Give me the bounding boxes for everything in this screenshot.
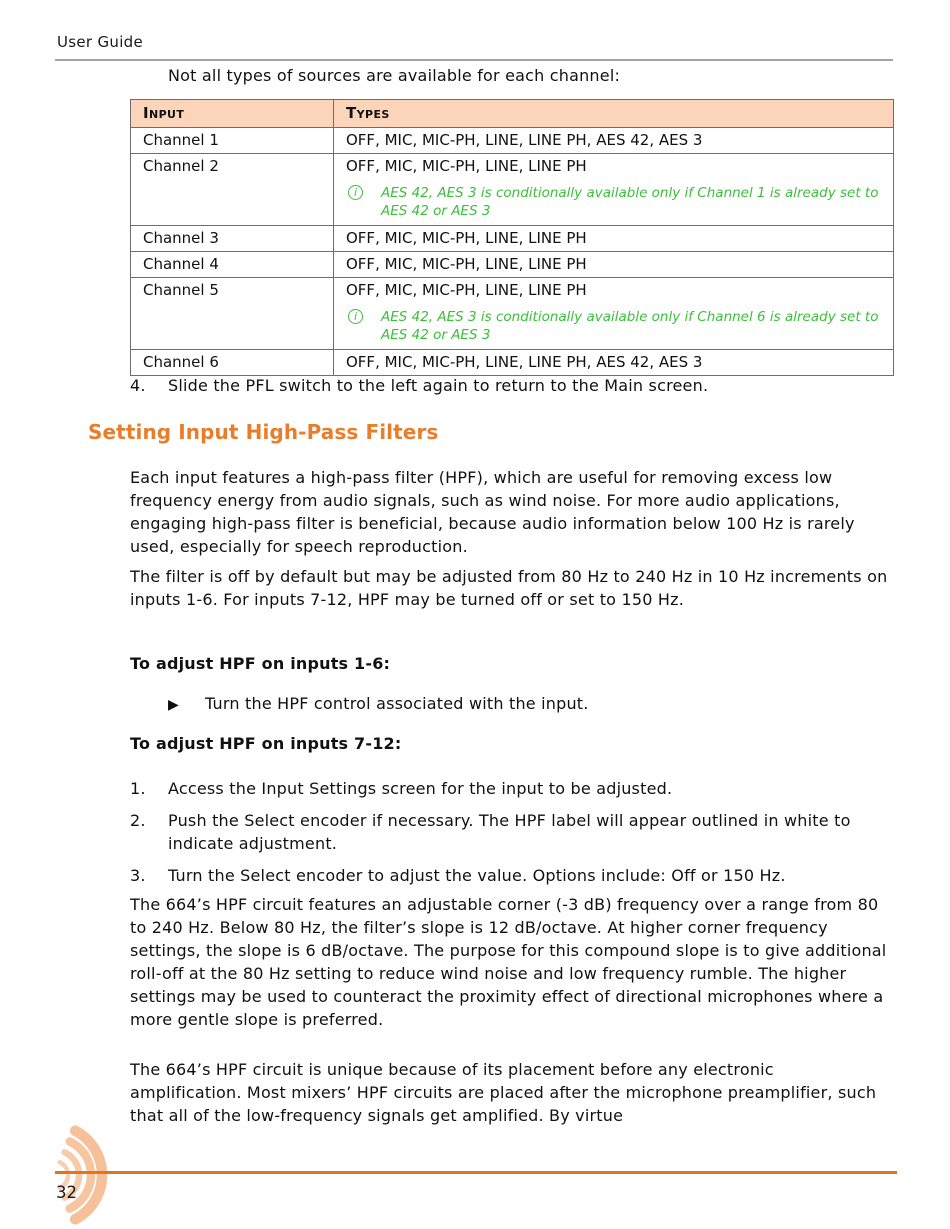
step-text: Access the Input Settings screen for the input to be adjusted. [168,779,673,798]
cell-input: Channel 1 [131,128,334,154]
body-paragraph: The 664’s HPF circuit features an adjustable corner (-3 dB) frequency over a range from 80 to 240 Hz. Below 80 Hz, the filter’s slope is 12 dB/octave. At higher corner frequency settings, the slope is 6 dB/octave. The purpose for this compound slope is to give additional roll-off at the 80 Hz setting to reduce wind noise and low frequency rumble. The higher settings may be used to counteract the proximity effect of directional microphones where a more gentle slope is preferred. [130,895,887,1029]
column-header-input: Input [131,100,334,128]
step-number: 4. [130,376,146,395]
section-heading: Setting Input High-Pass Filters [88,420,439,444]
bullet-text: Turn the HPF control associated with the input. [205,694,589,713]
body-paragraph: Each input features a high-pass filter (HPF), which are useful for removing excess low frequency energy from audio signals, such as wind noise. For more audio applications, engaging high-pass filter is beneficial, because audio information below 100 Hz is rarely used, especially for speech reproduction. [130,468,855,556]
step-text: Turn the Select encoder to adjust the value. Options include: Off or 150 Hz. [168,866,786,885]
cell-types: OFF, MIC, MIC-PH, LINE, LINE PH, AES 42, AES 3 [334,350,894,376]
table-row [131,226,894,252]
cell-types-text: OFF, MIC, MIC-PH, LINE, LINE PH [346,157,587,175]
table-header-row [131,100,894,128]
conditional-note-text: AES 42, AES 3 is conditionally available only if Channel 6 is already set to AES 42 or AES 3 [381,309,879,343]
channel-source-table [130,99,894,376]
page-number: 32 [56,1183,77,1202]
table-row [131,278,894,350]
step-number: 3. [130,866,146,885]
numbered-step-2 [130,809,892,855]
cell-input: Channel 4 [131,252,334,278]
cell-types [334,154,894,226]
numbered-step-3 [130,864,892,887]
table-row [131,128,894,154]
column-header-types: Types [334,100,894,128]
cell-types: OFF, MIC, MIC-PH, LINE, LINE PH [334,252,894,278]
step-number: 1. [130,779,146,798]
info-icon: i [348,185,363,200]
header-divider [55,59,893,61]
cell-types: OFF, MIC, MIC-PH, LINE, LINE PH [334,226,894,252]
sound-waves-logo-icon [40,1134,130,1219]
table-row [131,350,894,376]
conditional-note [346,308,881,344]
cell-types: OFF, MIC, MIC-PH, LINE, LINE PH, AES 42, AES 3 [334,128,894,154]
cell-input: Channel 6 [131,350,334,376]
numbered-step-4 [130,374,892,397]
step-text: Slide the PFL switch to the left again to return to the Main screen. [168,376,709,395]
table-row [131,252,894,278]
numbered-step-1 [130,777,892,800]
cell-input: Channel 3 [131,226,334,252]
footer-divider [55,1171,897,1174]
page-header-title: User Guide [57,33,144,51]
numbered-steps-list [130,777,892,896]
info-icon: i [348,309,363,324]
body-paragraph: The 664’s HPF circuit is unique because of its placement before any electronic amplification. Most mixers’ HPF circuits are placed after the microphone preamplifier, such that all of the low-frequency signals get amplified. By virtue [130,1060,877,1125]
procedure-subhead-inputs-7-12: To adjust HPF on inputs 7-12: [130,734,402,753]
cell-input: Channel 2 [131,154,334,226]
bullet-instruction [168,692,589,717]
cell-input: Channel 5 [131,278,334,350]
body-paragraph: The filter is off by default but may be adjusted from 80 Hz to 240 Hz in 10 Hz increments on inputs 1-6. For inputs 7-12, HPF may be turned off or set to 150 Hz. [130,567,888,609]
table-row [131,154,894,226]
triangle-bullet-icon: ▶ [168,697,179,713]
cell-types [334,278,894,350]
procedure-subhead-inputs-1-6: To adjust HPF on inputs 1-6: [130,654,391,673]
cell-types-text: OFF, MIC, MIC-PH, LINE, LINE PH [346,281,587,299]
conditional-note-text: AES 42, AES 3 is conditionally available only if Channel 1 is already set to AES 42 or AES 3 [381,185,879,219]
step-text: Push the Select encoder if necessary. The HPF label will appear outlined in white to indicate adjustment. [168,811,851,853]
conditional-note [346,184,881,220]
intro-text: Not all types of sources are available for each channel: [168,66,621,85]
step-number: 2. [130,811,146,830]
